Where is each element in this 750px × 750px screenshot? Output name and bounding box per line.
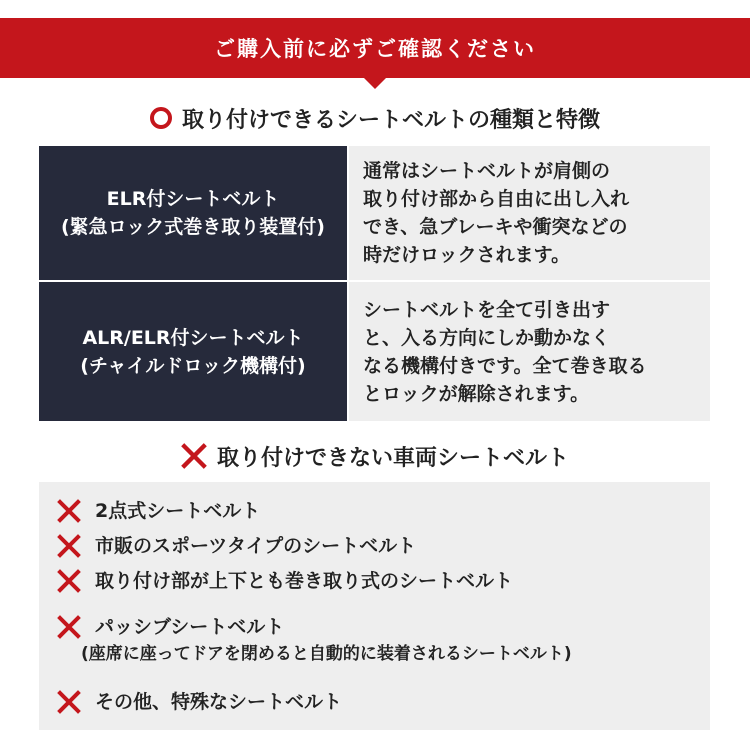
- incompatible-heading-text: 取り付けできない車両シートベルト: [216, 445, 569, 471]
- seatbelt-type-description: 通常はシートベルトが肩側の 取り付け部から自由に出し入れ でき、急ブレーキや衝突などの 時だけロックされます。: [349, 146, 710, 280]
- list-item-text: パッシブシートベルト: [95, 616, 285, 638]
- list-item: [57, 568, 513, 594]
- seatbelt-type-name-line2: (チャイルドロック機構付): [80, 354, 306, 377]
- x-mark-icon: [181, 443, 207, 469]
- list-item-note: (座席に座ってドアを閉めると自動的に装着されるシートベルト): [81, 644, 572, 664]
- x-mark-icon: [57, 615, 81, 639]
- list-item-body: [81, 614, 572, 668]
- x-mark-icon: [57, 690, 81, 714]
- seatbelt-type-description: シートベルトを全て引き出す と、入る方向にしか動かなく なる機構付きです。全て巻き取る とロックが解除されます。: [349, 282, 710, 421]
- incompatible-heading: [0, 438, 750, 474]
- seatbelt-type-name-line1: ALR/ELR付シートベルト: [82, 326, 304, 349]
- seatbelt-type-name: [39, 282, 347, 421]
- seatbelt-type-name: [39, 146, 347, 280]
- circle-ok-icon: [150, 107, 172, 129]
- table-row: [39, 146, 710, 280]
- compatible-heading-text: 取り付けできるシートベルトの種類と特徴: [181, 107, 600, 133]
- list-item-text: 2点式シートベルト: [95, 500, 261, 522]
- compatible-heading: [0, 100, 750, 136]
- banner-pointer: [364, 78, 386, 89]
- list-item: [57, 498, 260, 524]
- table-row: [39, 282, 710, 421]
- incompatible-list: [39, 482, 710, 730]
- seatbelt-type-name-line1: ELR付シートベルト: [106, 188, 280, 210]
- x-mark-icon: [57, 534, 81, 558]
- notice-banner: [0, 18, 750, 78]
- seatbelt-types-table: [39, 146, 710, 421]
- list-item: [57, 689, 342, 715]
- list-item: [57, 533, 416, 559]
- x-mark-icon: [57, 499, 81, 523]
- list-item-text: 市販のスポーツタイプのシートベルト: [95, 535, 417, 557]
- seatbelt-type-name-line2: (緊急ロック式巻き取り装置付): [61, 216, 325, 238]
- x-mark-icon: [57, 569, 81, 593]
- banner-title: ご購入前に必ずご確認ください: [214, 37, 536, 61]
- list-item: [57, 614, 572, 668]
- list-item-text: その他、特殊なシートベルト: [95, 691, 343, 713]
- list-item-text: 取り付け部が上下とも巻き取り式のシートベルト: [95, 570, 514, 592]
